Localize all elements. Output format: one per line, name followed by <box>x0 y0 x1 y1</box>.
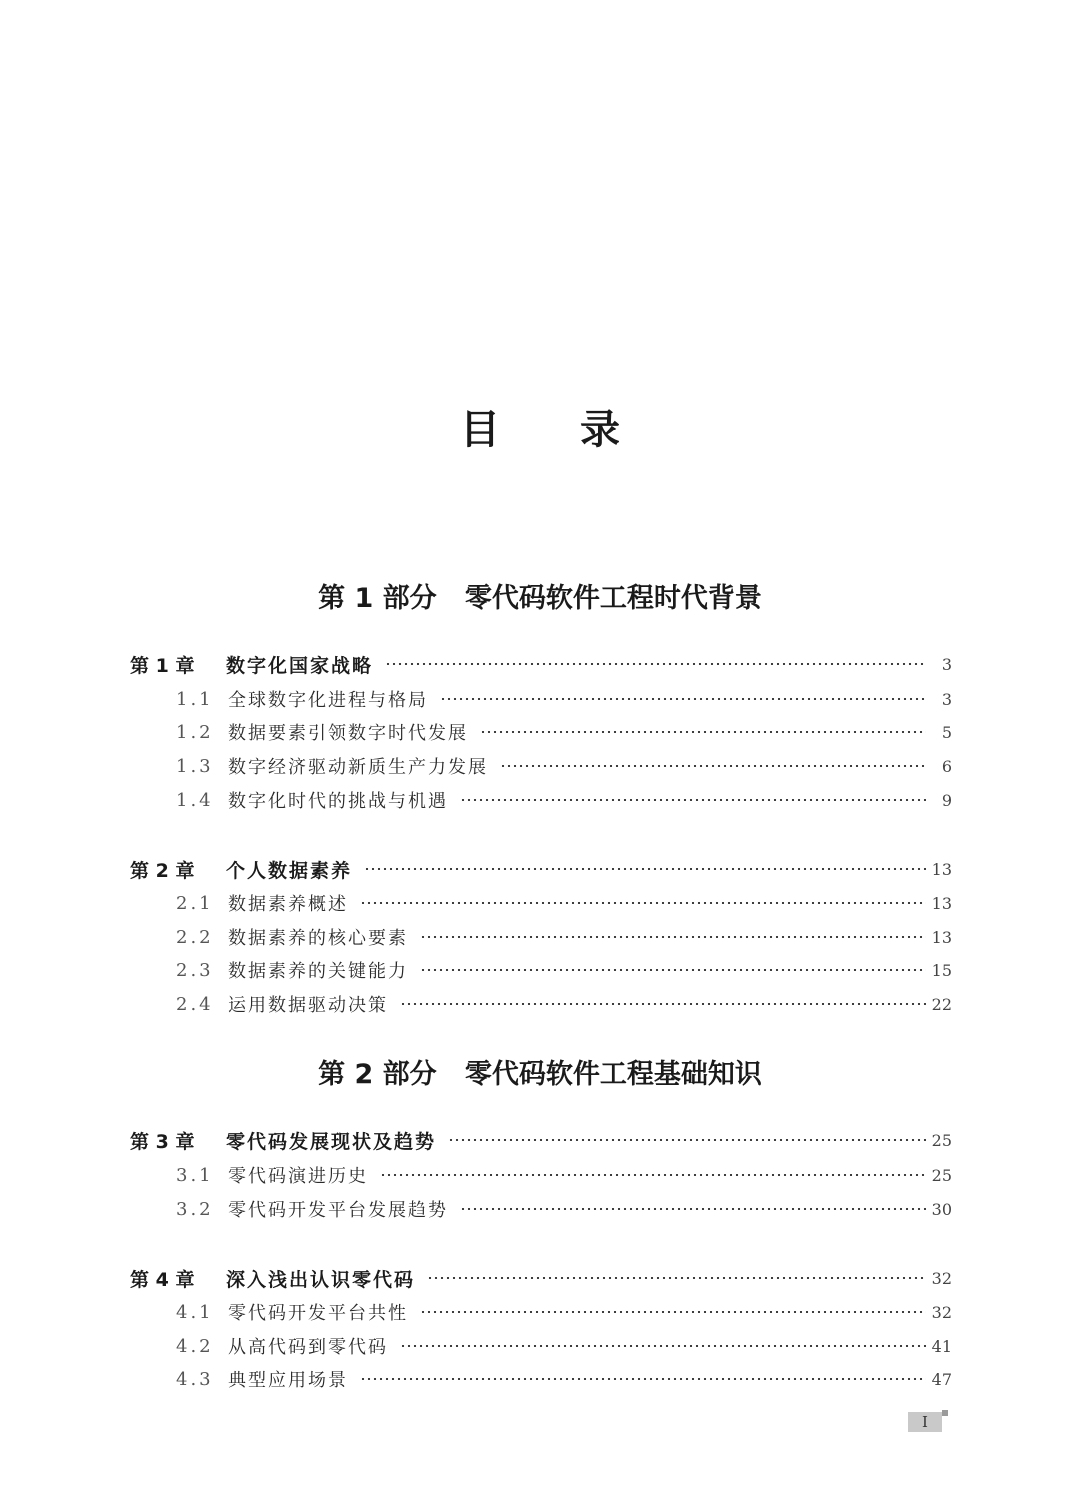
dot-leader <box>400 1345 926 1347</box>
toc-section[interactable] <box>176 786 952 814</box>
section-title: 零代码开发平台共性 <box>228 1303 408 1324</box>
page-number: 5 <box>941 722 952 742</box>
page-number: 3 <box>941 689 952 709</box>
chapter-number: 第 4 章 <box>130 1268 195 1291</box>
dot-leader <box>427 1277 926 1279</box>
toc-section[interactable] <box>176 1298 952 1326</box>
part-heading: 第 2 部分 零代码软件工程基础知识 <box>318 1059 762 1090</box>
page-number: 47 <box>931 1369 952 1389</box>
section-title: 数字化时代的挑战与机遇 <box>228 791 448 812</box>
page-number: 9 <box>941 790 952 810</box>
toc-section[interactable] <box>176 1332 952 1360</box>
section-number: 3.2 <box>176 1198 214 1220</box>
page-number: 15 <box>931 960 952 980</box>
chapter-title: 深入浅出认识零代码 <box>226 1268 416 1291</box>
section-number: 3.1 <box>176 1164 214 1186</box>
folio-corner-mark <box>942 1410 948 1416</box>
section-title: 数据素养的关键能力 <box>228 961 408 982</box>
dot-leader <box>400 1003 926 1005</box>
page-number: 13 <box>931 859 952 879</box>
page-number: 25 <box>931 1130 952 1150</box>
section-title: 典型应用场景 <box>228 1370 348 1391</box>
toc-chapter[interactable] <box>130 650 952 678</box>
section-title: 数字经济驱动新质生产力发展 <box>228 757 488 778</box>
section-title: 运用数据驱动决策 <box>228 995 388 1016</box>
section-number: 2.1 <box>176 892 214 914</box>
section-number: 1.2 <box>176 721 214 743</box>
dot-leader <box>380 1174 926 1176</box>
dot-leader <box>420 1311 926 1313</box>
toc-section[interactable] <box>176 1195 952 1223</box>
chapter-number: 第 2 章 <box>130 859 195 882</box>
toc-chapter[interactable] <box>130 1126 952 1154</box>
page-number: 22 <box>931 994 952 1014</box>
toc-section[interactable] <box>176 718 952 746</box>
section-title: 数据素养概述 <box>228 894 348 915</box>
dot-leader <box>360 1378 926 1380</box>
page-number: 13 <box>931 927 952 947</box>
section-title: 全球数字化进程与格局 <box>228 690 428 711</box>
toc-section[interactable] <box>176 1365 952 1393</box>
section-number: 2.4 <box>176 993 214 1015</box>
dot-leader <box>460 1208 926 1210</box>
toc-section[interactable] <box>176 956 952 984</box>
chapter-title: 数字化国家战略 <box>226 654 374 677</box>
toc-section[interactable] <box>176 1161 952 1189</box>
toc-chapter[interactable] <box>130 855 952 883</box>
section-title: 数据要素引领数字时代发展 <box>228 723 468 744</box>
toc-section[interactable] <box>176 990 952 1018</box>
page-number: 32 <box>931 1302 952 1322</box>
chapter-title: 零代码发展现状及趋势 <box>226 1130 437 1153</box>
dot-leader <box>480 731 926 733</box>
page-number: 25 <box>931 1165 952 1185</box>
title-char-1: 目 <box>460 407 500 453</box>
section-number: 1.4 <box>176 789 214 811</box>
section-title: 数据素养的核心要素 <box>228 928 408 949</box>
dot-leader <box>500 765 926 767</box>
chapter-number: 第 1 章 <box>130 654 195 677</box>
section-number: 1.1 <box>176 688 214 710</box>
section-number: 2.3 <box>176 959 214 981</box>
chapter-title: 个人数据素养 <box>226 859 353 882</box>
page-number: 3 <box>941 654 952 674</box>
page-number: 6 <box>941 756 952 776</box>
toc-chapter[interactable] <box>130 1264 952 1292</box>
title-char-2: 录 <box>580 407 620 453</box>
page-number: 30 <box>931 1199 952 1219</box>
dot-leader <box>420 936 926 938</box>
part-heading: 第 1 部分 零代码软件工程时代背景 <box>318 583 762 614</box>
page-number: 13 <box>931 893 952 913</box>
page-folio: I <box>908 1412 942 1432</box>
dot-leader <box>385 663 926 665</box>
section-title: 零代码演进历史 <box>228 1166 368 1187</box>
page-number: 32 <box>931 1268 952 1288</box>
toc-section[interactable] <box>176 752 952 780</box>
section-number: 4.2 <box>176 1335 214 1357</box>
chapter-number: 第 3 章 <box>130 1130 195 1153</box>
page-number: 41 <box>931 1336 952 1356</box>
dot-leader <box>448 1139 926 1141</box>
toc-section[interactable] <box>176 685 952 713</box>
section-title: 零代码开发平台发展趋势 <box>228 1200 448 1221</box>
dot-leader <box>420 969 926 971</box>
toc-section[interactable] <box>176 889 952 917</box>
dot-leader <box>360 902 926 904</box>
dot-leader <box>364 868 926 870</box>
section-number: 4.3 <box>176 1368 214 1390</box>
section-number: 2.2 <box>176 926 214 948</box>
section-number: 1.3 <box>176 755 214 777</box>
toc-section[interactable] <box>176 923 952 951</box>
section-title: 从高代码到零代码 <box>228 1337 388 1358</box>
dot-leader <box>440 698 926 700</box>
page-title <box>0 398 1080 455</box>
section-number: 4.1 <box>176 1301 214 1323</box>
dot-leader <box>460 799 926 801</box>
